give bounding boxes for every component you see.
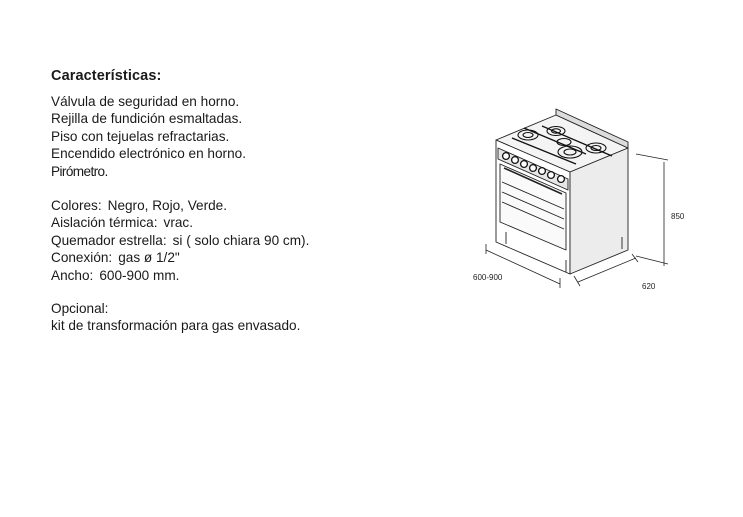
width-dimension-label: 600-900 bbox=[473, 273, 503, 282]
feature-item: Encendido electrónico en horno. bbox=[51, 146, 246, 162]
spec-star-burner bbox=[51, 232, 471, 249]
spec-value: 600-900 mm. bbox=[99, 267, 180, 283]
spec-insulation bbox=[51, 214, 471, 231]
spec-label: Colores: bbox=[51, 198, 102, 214]
spec-width bbox=[51, 267, 471, 284]
spec-value: si ( solo chiara 90 cm). bbox=[172, 232, 310, 248]
features-heading: Características: bbox=[51, 68, 162, 84]
optional-heading: Opcional: bbox=[51, 301, 109, 317]
spec-label: Ancho: bbox=[51, 267, 94, 283]
stove-range-icon bbox=[466, 104, 696, 304]
spec-colors bbox=[51, 197, 471, 214]
features-section bbox=[51, 68, 471, 335]
spec-connection bbox=[51, 249, 471, 266]
spec-value: gas ø 1/2" bbox=[118, 250, 180, 266]
feature-item: Piso con tejuelas refractarias. bbox=[51, 128, 230, 144]
spec-label: Aislación térmica: bbox=[51, 215, 158, 231]
feature-item: Rejilla de fundición esmaltadas. bbox=[51, 111, 243, 127]
spec-label: Conexión: bbox=[51, 250, 113, 266]
spec-value: vrac. bbox=[163, 215, 193, 231]
spec-label: Quemador estrella: bbox=[51, 232, 167, 248]
optional-text: kit de transformación para gas envasado. bbox=[51, 318, 301, 334]
height-dimension-label: 850 bbox=[671, 212, 685, 221]
depth-dimension-label: 620 bbox=[642, 282, 656, 291]
feature-item: Pirómetro. bbox=[51, 163, 108, 179]
spec-value: Negro, Rojo, Verde. bbox=[107, 198, 228, 214]
feature-item: Válvula de seguridad en horno. bbox=[51, 94, 240, 109]
